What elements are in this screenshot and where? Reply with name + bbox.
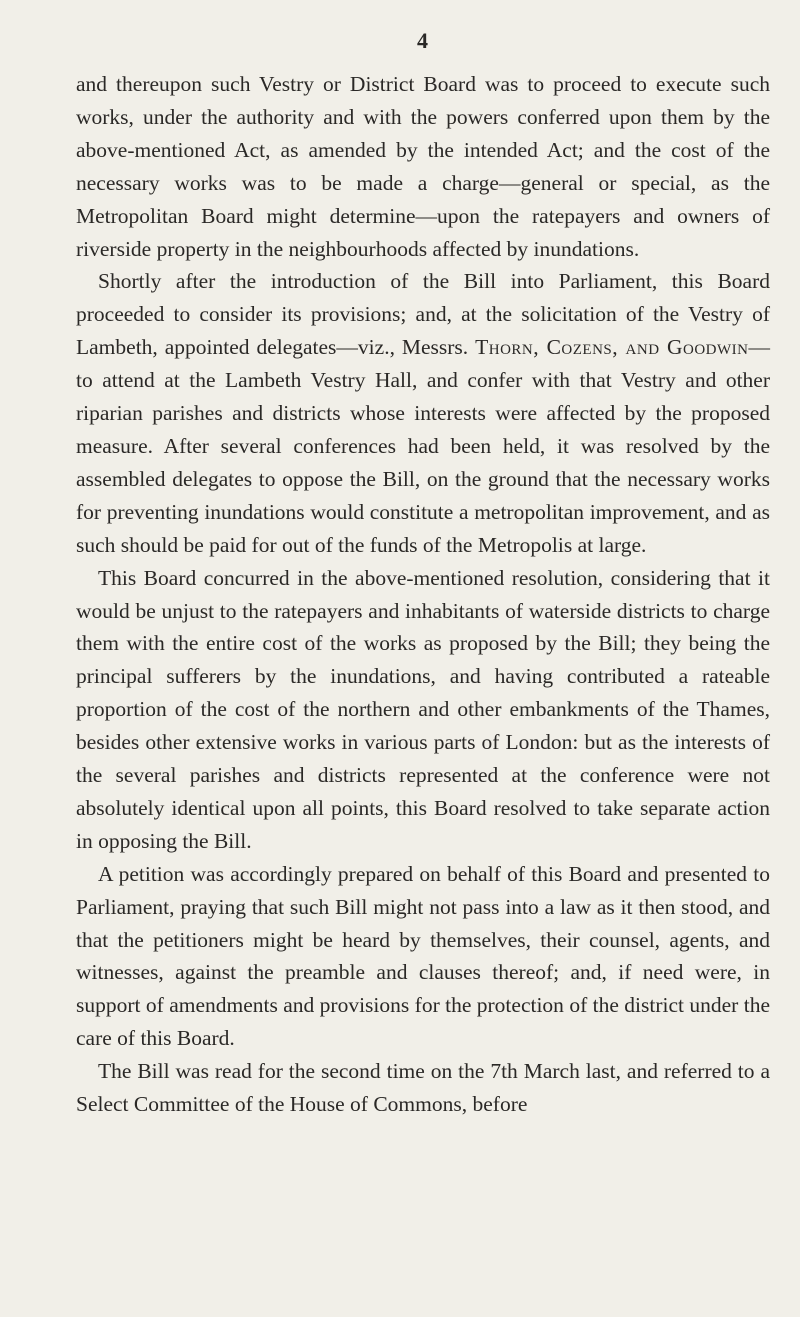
document-page xyxy=(76,28,770,1121)
paragraph-5: The Bill was read for the second time on the 7th March last, and referred to a Select Committee of the House of Commons, before xyxy=(76,1059,770,1117)
paragraph-2 xyxy=(76,265,770,561)
paragraph-4: A petition was accordingly prepared on behalf of this Board and presented to Parliament, praying that such Bill might not pass into a law as it then stood, and that the petitioners might be heard by themselves, their counsel, agents, and witnesses, against the preamble and clauses thereof; and, if need were, in support of amendments and provisions for the protection of the district under the care of this Board. xyxy=(76,861,770,1051)
paragraph-3: This Board concurred in the above-mentioned resolution, considering that it would be unjust to the ratepayers and inhabitants of waterside districts to charge them with the entire cost of the works as proposed by the Bill; they being the principal sufferers by the inundations, and having contributed a rateable proportion of the cost of the northern and other embankments of the Thames, besides other extensive works in various parts of London: but as the interests of the several parishes and districts represented at the conference were not absolutely identical upon all points, this Board resolved to take separate action in opposing the Bill. xyxy=(76,565,770,853)
paragraph-1: and thereupon such Vestry or District Board was to proceed to execute such works, under the authority and with the powers conferred upon them by the above-mentioned Act, as amended by the intended Act; and the cost of the necessary works was to be made a charge—general or special, as the Metropolitan Board might determine—upon the ratepayers and owners of riverside property in the neighbourhoods affected by inundations. xyxy=(76,72,770,261)
paragraph-2-before: Shortly after the introduction of the Bill into Parliament, this Board proceeded to consider its provisions; and, at the solicitation of the Vestry of Lambeth, appointed delegates—viz., Messrs. xyxy=(76,269,770,360)
page-number: 4 xyxy=(417,28,429,53)
delegate-names: Thorn, Cozens, and Goodwin xyxy=(475,335,749,360)
paragraph-2-after: —to attend at the Lambeth Vestry Hall, and confer with that Vestry and other riparian parishes and districts whose interests were affected by the proposed measure. After several conferences had been held, it was resolved by the assembled delegates to oppose the Bill, on the ground that the necessary works for preventing inundations would constitute a metropolitan improvement, and as such should be paid for out of the funds of the Metropolis at large. xyxy=(76,335,770,557)
